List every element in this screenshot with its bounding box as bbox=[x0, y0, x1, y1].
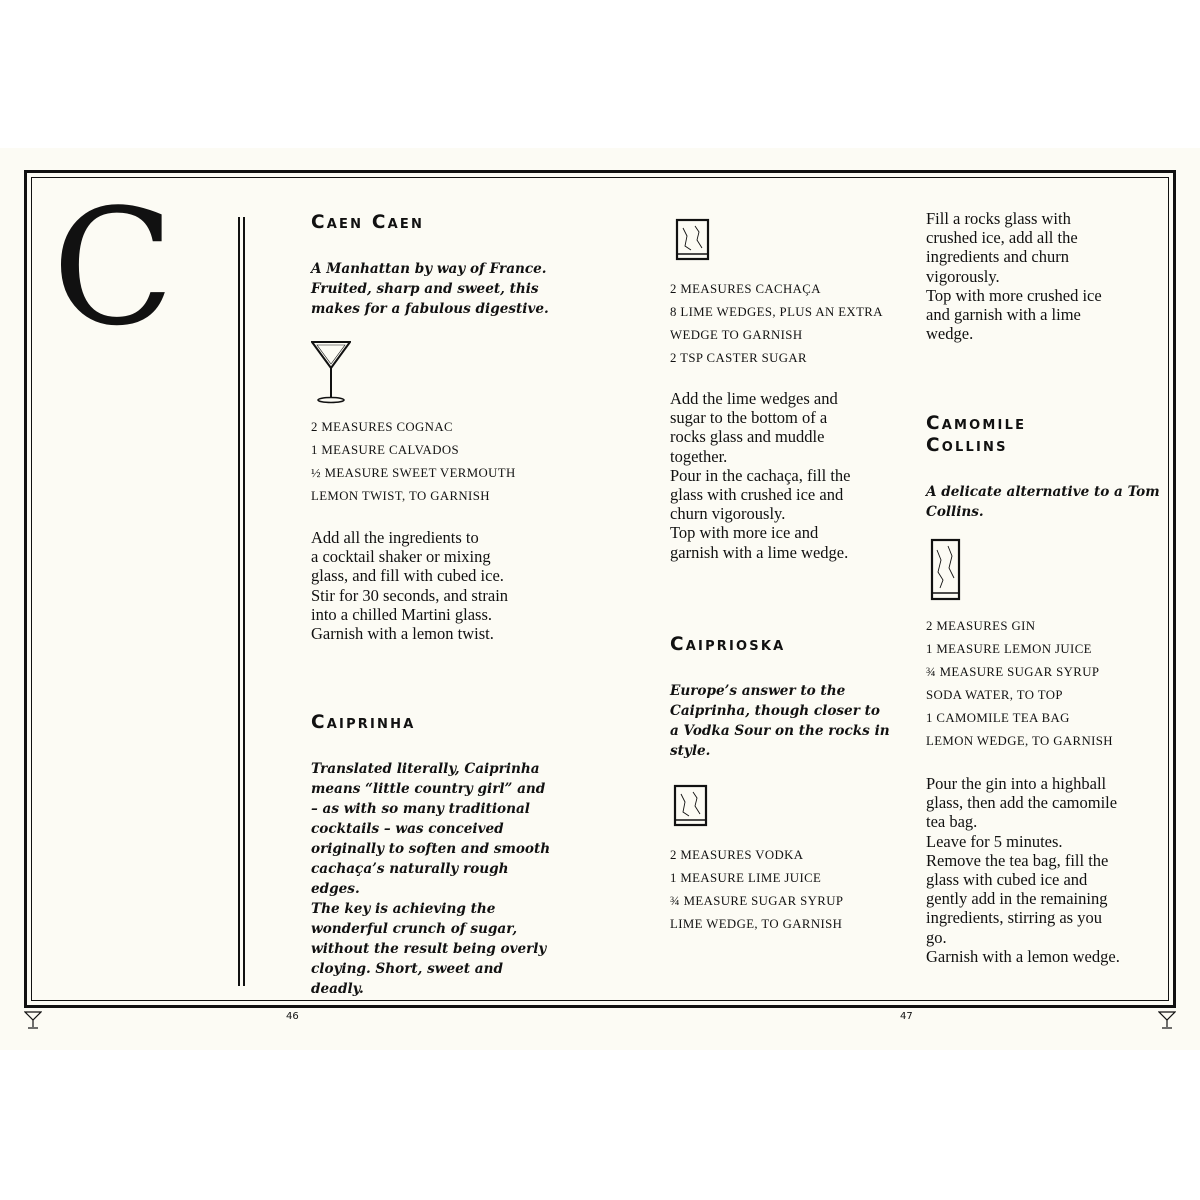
intro-line: The key is achieving the bbox=[311, 901, 496, 917]
method-line: a cocktail shaker or mixing bbox=[311, 547, 491, 567]
method-line: go. bbox=[926, 927, 947, 947]
ingredient-item: 2 MEASURES VODKA bbox=[670, 848, 804, 862]
method-line: Remove the tea bag, fill the bbox=[926, 850, 1109, 870]
ingredient-item: 8 LIME WEDGES, PLUS AN EXTRA bbox=[670, 305, 883, 319]
recipe-camomile-collins bbox=[926, 413, 1166, 966]
title-line: Camomile bbox=[926, 413, 1027, 434]
intro-line: cachaça’s naturally rough edges. bbox=[311, 861, 509, 897]
method-line: gently add in the remaining bbox=[926, 889, 1108, 909]
method-line: and garnish with a lime bbox=[926, 305, 1081, 325]
recipe-caiprinha bbox=[311, 712, 551, 999]
martini-glass-icon bbox=[1158, 1010, 1176, 1030]
intro-line: a Vodka Sour on the rocks in bbox=[670, 723, 890, 739]
ingredient-item: LIME WEDGE, TO GARNISH bbox=[670, 917, 843, 931]
intro-line: A delicate alternative to a Tom bbox=[926, 484, 1160, 500]
method-line: Stir for 30 seconds, and strain bbox=[311, 585, 509, 605]
ingredient-item: 1 MEASURE CALVADOS bbox=[311, 443, 459, 457]
method-line: churn vigorously. bbox=[670, 504, 786, 524]
page-number-right: 47 bbox=[900, 1011, 913, 1022]
method-line: Fill a rocks glass with bbox=[926, 209, 1071, 228]
method-line: together. bbox=[670, 446, 728, 466]
method-line: glass, then add the camomile bbox=[926, 793, 1118, 813]
title-line: Collins bbox=[926, 435, 1008, 456]
method-line: vigorously. bbox=[926, 266, 1000, 286]
recipe-intro bbox=[926, 482, 1166, 522]
intro-line: Collins. bbox=[926, 504, 984, 520]
intro-line: Europe’s answer to the bbox=[670, 683, 846, 699]
intro-line: means “little country girl” and bbox=[311, 781, 546, 797]
ingredient-item: ¾ MEASURE SUGAR SYRUP bbox=[670, 894, 844, 908]
intro-line: without the result being overly bbox=[311, 941, 547, 957]
method-line: Garnish with a lemon twist. bbox=[311, 624, 494, 644]
recipe-intro bbox=[311, 759, 551, 999]
method-line: rocks glass and muddle bbox=[670, 427, 825, 447]
recipe-title: Caen Caen bbox=[311, 212, 425, 233]
ingredient-item: 2 MEASURES COGNAC bbox=[311, 420, 453, 434]
ingredient-item: 1 CAMOMILE TEA BAG bbox=[926, 711, 1070, 725]
method-line: into a chilled Martini glass. bbox=[311, 604, 493, 624]
ingredient-list bbox=[670, 844, 910, 936]
method-line: sugar to the bottom of a bbox=[670, 408, 828, 428]
intro-line: style. bbox=[670, 743, 711, 759]
method-line: Add the lime wedges and bbox=[670, 389, 838, 408]
page-number-left: 46 bbox=[286, 1011, 299, 1022]
rocks-glass-icon bbox=[675, 218, 711, 262]
method-line: tea bag. bbox=[926, 812, 978, 832]
recipe-method bbox=[926, 209, 1166, 343]
section-letter: C bbox=[52, 174, 173, 361]
method-line: Garnish with a lemon wedge. bbox=[926, 946, 1120, 966]
highball-glass-icon bbox=[930, 538, 962, 602]
method-line: glass with crushed ice and bbox=[670, 485, 844, 505]
ingredient-item: WEDGE TO GARNISH bbox=[670, 328, 803, 342]
method-line: crushed ice, add all the bbox=[926, 228, 1078, 248]
intro-line: cocktails – was conceived bbox=[311, 821, 504, 837]
ingredient-list bbox=[670, 278, 910, 370]
method-line: Top with more crushed ice bbox=[926, 285, 1102, 305]
recipe-caiprinha-details bbox=[670, 218, 910, 562]
intro-line: originally to soften and smooth bbox=[311, 841, 551, 857]
ingredient-item: SODA WATER, TO TOP bbox=[926, 688, 1063, 702]
ingredient-item: 2 TSP CASTER SUGAR bbox=[670, 351, 807, 365]
recipe-intro bbox=[670, 681, 910, 761]
ingredient-item: ½ MEASURE SWEET VERMOUTH bbox=[311, 466, 516, 480]
ingredient-list bbox=[926, 615, 1166, 753]
intro-line: – as with so many traditional bbox=[311, 801, 530, 817]
method-line: Add all the ingredients to bbox=[311, 528, 479, 547]
recipe-intro: A Manhattan by way of France. Fruited, sharp and sweet, this makes for a fabulous digestive. bbox=[311, 261, 549, 317]
recipe-method bbox=[926, 774, 1166, 966]
recipe-caiprioska-method bbox=[926, 209, 1166, 343]
recipe-method bbox=[311, 528, 551, 643]
method-line: wedge. bbox=[926, 324, 974, 344]
ingredient-item: ¾ MEASURE SUGAR SYRUP bbox=[926, 665, 1100, 679]
ingredient-item: LEMON WEDGE, TO GARNISH bbox=[926, 734, 1113, 748]
intro-line: Caiprinha, though closer to bbox=[670, 703, 880, 719]
method-line: glass with cubed ice and bbox=[926, 870, 1088, 890]
divider-rule bbox=[243, 217, 245, 986]
intro-line: Translated literally, Caiprinha bbox=[311, 761, 540, 777]
method-line: glass, and fill with cubed ice. bbox=[311, 566, 504, 586]
intro-line: wonderful crunch of sugar, bbox=[311, 921, 518, 937]
method-line: Top with more ice and bbox=[670, 523, 819, 543]
method-line: Pour in the cachaça, fill the bbox=[670, 465, 851, 485]
method-line: garnish with a lime wedge. bbox=[670, 542, 849, 562]
method-line: Pour the gin into a highball bbox=[926, 774, 1107, 793]
ingredient-item: 2 MEASURES CACHAÇA bbox=[670, 282, 821, 296]
rocks-glass-icon bbox=[673, 784, 709, 828]
ingredient-item: LEMON TWIST, TO GARNISH bbox=[311, 489, 490, 503]
ingredient-item: 1 MEASURE LEMON JUICE bbox=[926, 642, 1092, 656]
recipe-title: Caiprinha bbox=[311, 712, 416, 733]
method-line: ingredients, stirring as you bbox=[926, 908, 1102, 928]
recipe-method bbox=[670, 389, 910, 562]
ingredient-item: 2 MEASURES GIN bbox=[926, 619, 1036, 633]
recipe-title bbox=[926, 413, 1166, 457]
method-line: ingredients and churn bbox=[926, 247, 1069, 267]
divider-rule bbox=[238, 217, 240, 986]
recipe-caen-caen bbox=[311, 212, 551, 643]
martini-glass-icon bbox=[311, 339, 351, 405]
method-line: Leave for 5 minutes. bbox=[926, 831, 1063, 851]
recipe-caiprioska bbox=[670, 634, 910, 936]
ingredient-list bbox=[311, 416, 551, 508]
recipe-title: Caiprioska bbox=[670, 634, 786, 655]
martini-glass-icon bbox=[24, 1010, 42, 1030]
ingredient-item: 1 MEASURE LIME JUICE bbox=[670, 871, 822, 885]
intro-line: cloying. Short, sweet and deadly. bbox=[311, 961, 503, 997]
